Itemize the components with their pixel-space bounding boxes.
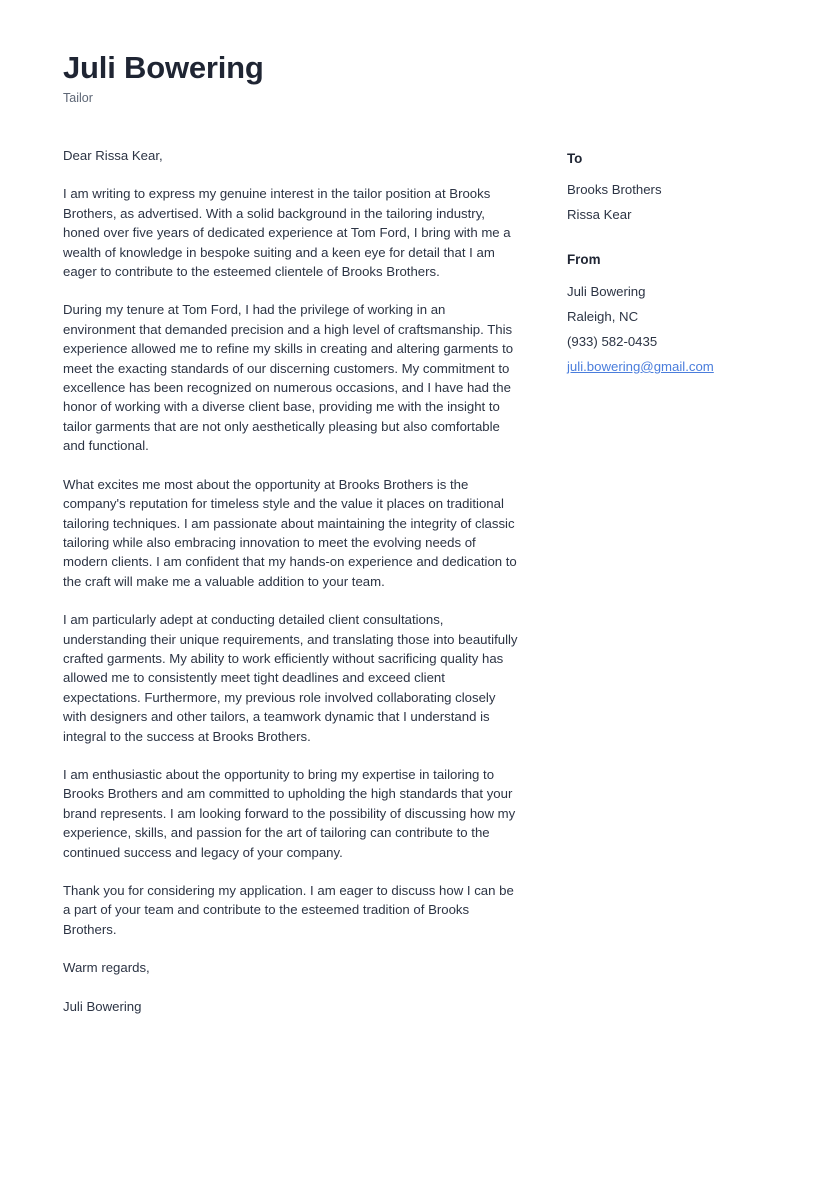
letter-paragraph: I am particularly adept at conducting detailed client consultations, understanding their unique requirements, and translating those into beautifully crafted garments. My ability to work efficiently without sacrificing quality has allowed me to consistently meet tight deadlines and exceed client expectations. Furthermore, my previous role involved collaborating closely with designers and other tailors, a teamwork dynamic that I understand is integral to the success at Brooks Brothers. — [63, 612, 518, 744]
from-heading: From — [567, 252, 601, 268]
sender-name: Juli Bowering — [567, 283, 646, 299]
letter-content — [63, 146, 823, 1016]
letter-paragraph: During my tenure at Tom Ford, I had the privilege of working in an environment that demanded precision and a high level of craftsmanship. This experience allowed me to refine my skills in creating and altering garments to meet the exacting standards of our discerning customers. My commitment to excellence has been recognized on numerous occasions, and I have had the honor of working with a diverse client base, providing me with the insight to tailor garments that are not only aesthetically pleasing but also comfortable and functional. — [63, 302, 514, 454]
applicant-role: Tailor — [63, 90, 93, 105]
sender-email-link[interactable]: juli.bowering@gmail.com — [567, 358, 714, 374]
letter-signature: Juli Bowering — [63, 998, 142, 1014]
letter-signoff: Warm regards, — [63, 960, 150, 976]
applicant-name: Juli Bowering — [63, 50, 264, 85]
sender-location: Raleigh, NC — [567, 308, 639, 324]
recipient-name: Rissa Kear — [567, 207, 632, 223]
letter-paragraph: Thank you for considering my application. I am eager to discuss how I can be a part of your team and contribute to the esteemed tradition of Brooks Brothers. — [63, 883, 514, 937]
letter-body — [63, 146, 521, 1016]
letter-paragraph: I am enthusiastic about the opportunity to bring my expertise in tailoring to Brooks Brothers and am committed to upholding the high standards that your brand represents. I am looking forward to the possibility of discussing how my experience, skills, and passion for the art of tailoring can contribute to the continued success and legacy of your company. — [63, 766, 516, 860]
sender-block — [567, 251, 797, 378]
salutation: Dear Rissa Kear, — [63, 148, 163, 163]
letter-header — [63, 50, 563, 106]
letter-paragraph: What excites me most about the opportunity at Brooks Brothers is the company's reputation for timeless style and the value it places on traditional tailoring techniques. I am passionate about maintaining the integrity of classic tailoring while also embracing innovation to meet the evolving needs of modern clients. I am confident that my hands-on experience and dedication to the craft will make me a valuable addition to your team. — [63, 476, 517, 589]
recipient-company: Brooks Brothers — [567, 182, 662, 198]
recipient-block — [567, 150, 797, 227]
letter-sidebar — [567, 146, 797, 379]
letter-paragraph: I am writing to express my genuine interest in the tailor position at Brooks Brothers, as advertised. With a solid background in the tailoring industry, honed over five years of dedicated experience at Tom Ford, I bring with me a wealth of knowledge in bespoke suiting and a keen eye for detail that I am eager to contribute to the esteemed clientele of Brooks Brothers. — [63, 186, 511, 280]
sender-phone: (933) 582-0435 — [567, 333, 658, 349]
to-heading: To — [567, 151, 583, 166]
